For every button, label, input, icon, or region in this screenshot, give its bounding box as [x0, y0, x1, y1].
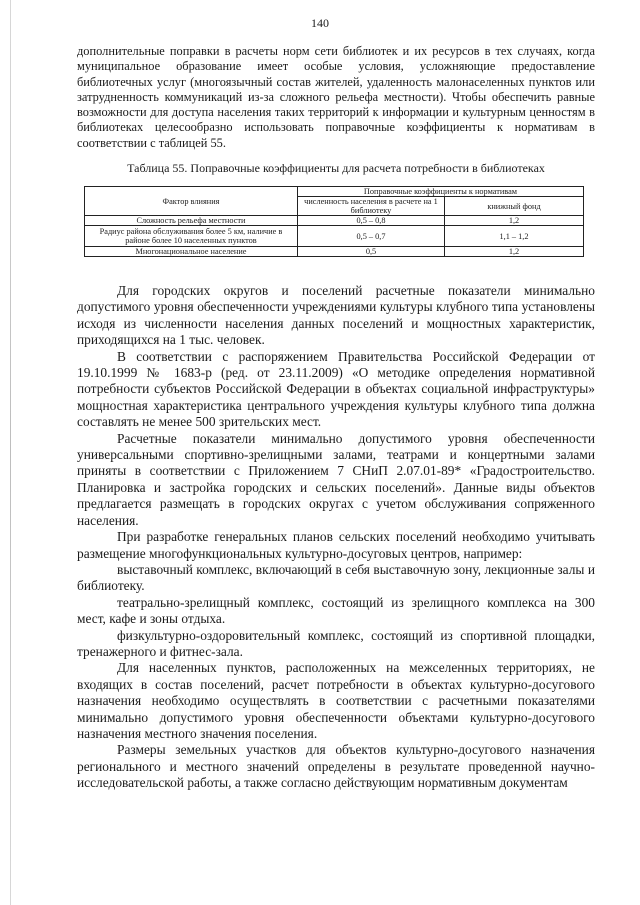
main-text — [77, 283, 595, 792]
row-population-coef: 0,5 – 0,7 — [298, 226, 445, 247]
intro-text — [77, 44, 595, 151]
row-population-coef: 0,5 – 0,8 — [298, 216, 445, 226]
paragraph-inter-settlement: Для населенных пунктов, расположенных на межселенных территориях, не входящих в состав поселений, расчет потребности в объектах культурно-досугового назначения необходимо осуществлять в соответствии с расчетными показателями минимально допустимого уровня обеспеченности объектами культурно-досугового назначения местного значения поселения. — [77, 660, 595, 741]
row-factor: Многонациональное население — [85, 247, 298, 257]
paragraph-club-culture: Для городских округов и поселений расчетные показатели минимально допустимого уровня обеспеченности учреждениями культуры клубного типа установлены исходя из численности населения данных поселений и мощностных характеристик, приходящихся на 1 тыс. человек. — [77, 283, 595, 348]
paragraph-government-order: В соответствии с распоряжением Правительства Российской Федерации от 19.10.1999 № 1683-р (ред. от 23.11.2009) «О методике определения нормативной потребности субъектов Российской Федерации в объектах социальной инфраструктуры» мощностная характеристика центрального учреждения культуры клубного типа должна составлять не менее 500 зрительских мест. — [77, 348, 595, 430]
table-row — [85, 247, 584, 257]
list-item-sports: физкультурно-оздоровительный комплекс, состоящий из спортивной площадки, тренажерного и фитнес-зала. — [77, 627, 595, 659]
intro-paragraph: дополнительные поправки в расчеты норм сети библиотек и их ресурсов в тех случаях, когда муниципальное образование имеет особые условия, усложняющие предоставление библиотечных услуг (многоязычный состав жителей, удаленность малонаселенных пунктов или затрудненность коммуникаций из-за сложного рельефа местности). Чтобы обеспечить равные возможности для доступа населения таких территорий к информации и культурным ценностям в библиотеках целесообразно использовать поправочные коэффициенты к нормативам в соответствии с таблицей 55. — [77, 44, 595, 150]
paragraph-halls-theaters: Расчетные показатели минимально допустимого уровня обеспеченности универсальными спортивно-зрелищными залами, театрами и концертными залами приняты в соответствии с Приложением 7 СНиП 2.07.01-89* «Градостроительство. Планировка и застройка городских и сельских поселений». Данные виды объектов предлагается размещать в городских округах с учетом обслуживания сопряженного населения. — [77, 430, 595, 528]
list-item-exhibition: выставочный комплекс, включающий в себя выставочную зону, лекционные залы и библиотеку. — [77, 561, 595, 594]
row-bookfund-coef: 1,2 — [445, 216, 584, 226]
header-factor: Фактор влияния — [85, 187, 298, 216]
row-population-coef: 0,5 — [298, 247, 445, 257]
row-bookfund-coef: 1,1 – 1,2 — [445, 226, 584, 247]
paragraph-rural-plans: При разработке генеральных планов сельских поселений необходимо учитывать размещение многофункциональных культурно-досуговых центров, например: — [77, 529, 595, 561]
list-item-theatre: театрально-зрелищный комплекс, состоящий из зрелищного комплекса на 300 мест, кафе и зоны отдыха. — [77, 594, 595, 627]
row-bookfund-coef: 1,2 — [445, 247, 584, 257]
table-row — [85, 216, 584, 226]
page-number: 140 — [311, 16, 329, 30]
table-caption: Таблица 55. Поправочные коэффициенты для расчета потребности в библиотеках — [127, 161, 545, 175]
paragraph-land-plots: Размеры земельных участков для объектов культурно-досугового назначения регионального и местного значений определены в результате проведенной научно-исследовательской работы, а также согласно действующим нормативным документам — [77, 742, 595, 791]
header-population: численность населения в расчете на 1 библиотеку — [298, 197, 445, 216]
header-group: Поправочные коэффициенты к нормативам — [298, 187, 584, 197]
header-book-fund: книжный фонд — [445, 197, 584, 216]
table-row — [85, 226, 584, 247]
coefficients-table — [84, 186, 584, 257]
row-factor: Сложность рельефа местности — [85, 216, 298, 226]
row-factor: Радиус района обслуживания более 5 км, наличие в районе более 10 населенных пунктов — [85, 226, 298, 247]
scan-edge-line — [10, 0, 11, 905]
